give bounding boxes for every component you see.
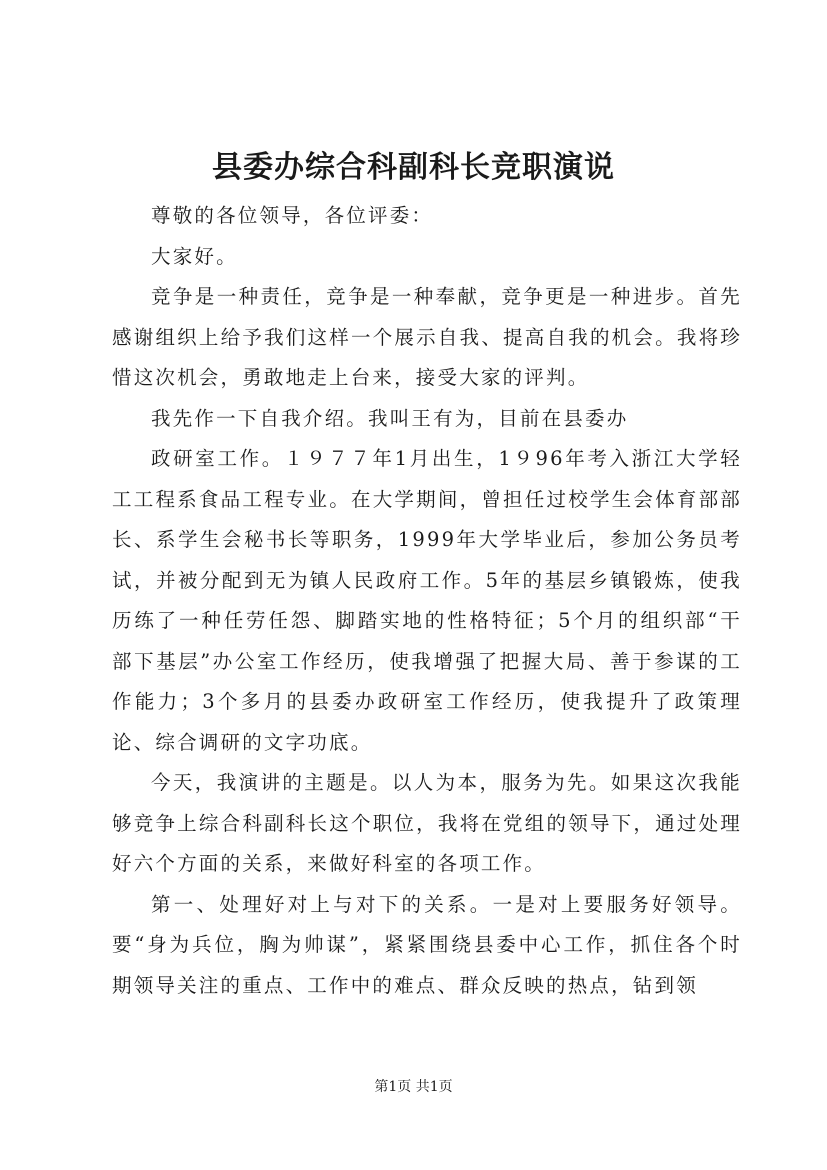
paragraph: 政研室工作。１９７７年1月出生，1９96年考入浙江大学轻工工程系食品工程专业。在大学期间，曾担任过校学生会体育部部长、系学生会秘书长等职务，1999年大学毕业后，参加公务员考试，并被分配到无为镇人民政府工作。5年的基层乡镇锻炼，使我历练了一种任劳任怨、脚踏实地的性格特征；5个月的组织部“干部下基层”办公室工作经历，使我增强了把握大局、善于参谋的工作能力；3个多月的县委办政研室工作经历，使我提升了政策理论、综合调研的文字功底。 [112,447,742,754]
paragraph: 今天，我演讲的主题是。以人为本，服务为先。如果这次我能够竞争上综合科副科长这个职位，我将在党组的领导下，通过处理好六个方面的关系，来做好科室的各项工作。 [112,771,742,875]
document-body [112,196,742,1006]
paragraph: 我先作一下自我介绍。我叫王有为，目前在县委办 [151,406,629,430]
document-title: 县委办综合科副科长竞职演说 [212,150,615,185]
paragraph: 第一、处理好对上与对下的关系。一是对上要服务好领导。要“身为兵位，胸为帅谋”，紧紧围绕县委中心工作，抓住各个时期领导关注的重点、工作中的难点、群众反映的热点，钻到领 [112,892,742,997]
salutation: 尊敬的各位领导，各位评委： [151,204,434,227]
page-footer: 第1页 共1页 [374,1079,453,1095]
paragraph: 竞争是一种责任，竞争是一种奉献，竞争更是一种进步。首先感谢组织上给予我们这样一个展示自我、提高自我的机会。我将珍惜这次机会，勇敢地走上台来，接受大家的评判。 [112,285,742,389]
greeting: 大家好。 [151,244,238,268]
